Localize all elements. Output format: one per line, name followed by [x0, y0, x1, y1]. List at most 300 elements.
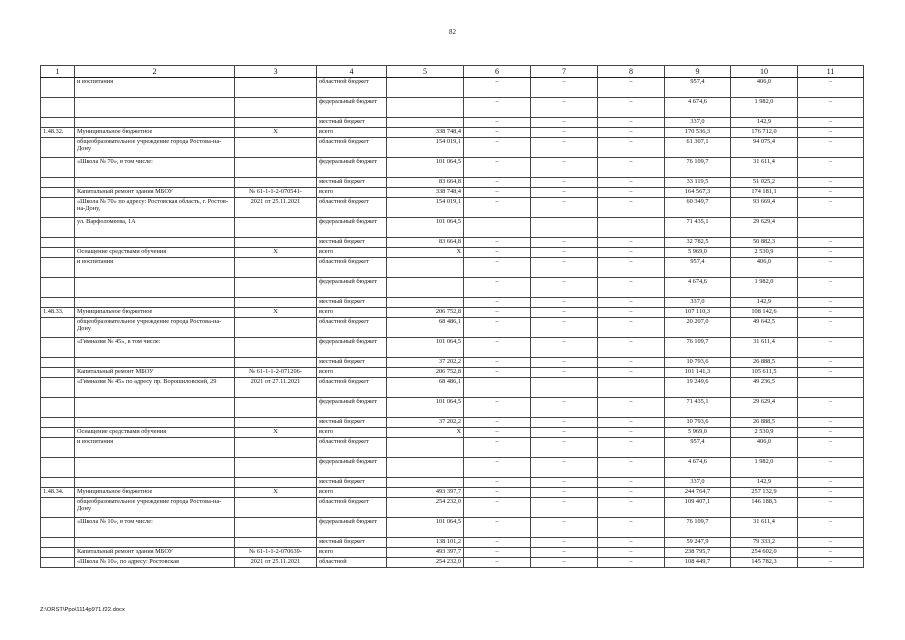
- table-cell: –: [464, 198, 531, 218]
- table-cell: –: [598, 548, 665, 558]
- table-cell: [235, 458, 317, 478]
- table-cell: всего: [317, 368, 387, 378]
- column-header: 4: [317, 66, 387, 78]
- table-cell: –: [598, 188, 665, 198]
- table-cell: [387, 458, 464, 478]
- table-cell: [41, 378, 75, 398]
- table-cell: –: [598, 238, 665, 248]
- table-cell: 5 969,0: [665, 428, 731, 438]
- table-cell: [598, 218, 665, 238]
- table-cell: всего: [317, 428, 387, 438]
- table-row: [41, 488, 864, 498]
- table-cell: –: [531, 298, 598, 308]
- table-cell: –: [798, 308, 864, 318]
- table-row: [41, 318, 864, 338]
- table-cell: –: [531, 338, 598, 358]
- table-cell: –: [798, 548, 864, 558]
- table-row: [41, 118, 864, 128]
- table-cell: –: [464, 548, 531, 558]
- table-cell: –: [531, 558, 598, 568]
- table-cell: 142,9: [731, 298, 798, 308]
- table-cell: 79 333,2: [731, 538, 798, 548]
- table-cell: Х: [387, 428, 464, 438]
- table-row: [41, 248, 864, 258]
- table-cell: общеобразовательное учреждение города Ростова-на-Дону: [75, 318, 235, 338]
- table-cell: 51 025,2: [731, 178, 798, 188]
- table-cell: областной бюджет: [317, 318, 387, 338]
- table-cell: –: [598, 118, 665, 128]
- table-cell: 2021 от 25.11.2021: [235, 198, 317, 218]
- table-cell: [464, 218, 531, 238]
- table-cell: 2 530,9: [731, 428, 798, 438]
- table-row: [41, 418, 864, 428]
- table-cell: [41, 338, 75, 358]
- table-cell: [75, 298, 235, 308]
- table-cell: местный бюджет: [317, 238, 387, 248]
- table-cell: –: [531, 478, 598, 488]
- table-cell: [41, 438, 75, 458]
- table-cell: –: [598, 98, 665, 118]
- table-cell: –: [464, 478, 531, 488]
- table-cell: –: [464, 358, 531, 368]
- table-cell: –: [464, 318, 531, 338]
- table-cell: федеральный бюджет: [317, 158, 387, 178]
- table-cell: –: [598, 128, 665, 138]
- table-row: [41, 398, 864, 418]
- table-cell: –: [531, 238, 598, 248]
- table-cell: областной бюджет: [317, 78, 387, 98]
- table-cell: –: [531, 248, 598, 258]
- table-cell: 174 181,1: [731, 188, 798, 198]
- table-cell: –: [464, 278, 531, 298]
- table-cell: 68 486,1: [387, 318, 464, 338]
- table-cell: 406,0: [731, 78, 798, 98]
- table-cell: областной бюджет: [317, 198, 387, 218]
- table-cell: и воспитания: [75, 78, 235, 98]
- table-cell: –: [598, 158, 665, 178]
- table-cell: 957,4: [665, 78, 731, 98]
- table-cell: –: [598, 538, 665, 548]
- table-cell: [41, 78, 75, 98]
- table-cell: –: [798, 298, 864, 308]
- table-cell: всего: [317, 548, 387, 558]
- table-cell: 2021 от 25.11.2021: [235, 558, 317, 568]
- table-cell: 19 249,6: [665, 378, 731, 398]
- table-cell: [75, 118, 235, 128]
- table-cell: [41, 558, 75, 568]
- table-row: [41, 558, 864, 568]
- table-cell: [235, 518, 317, 538]
- table-cell: –: [598, 258, 665, 278]
- table-cell: [235, 218, 317, 238]
- table-cell: –: [464, 178, 531, 188]
- table-cell: [41, 318, 75, 338]
- table-cell: [41, 188, 75, 198]
- table-cell: [798, 378, 864, 398]
- table-cell: 20 207,0: [665, 318, 731, 338]
- table-cell: –: [531, 458, 598, 478]
- table-cell: 244 764,7: [665, 488, 731, 498]
- table-cell: –: [598, 428, 665, 438]
- table-cell: –: [531, 488, 598, 498]
- table-cell: –: [531, 158, 598, 178]
- table-cell: 10 793,6: [665, 358, 731, 368]
- table-cell: –: [531, 368, 598, 378]
- table-cell: [41, 258, 75, 278]
- table-cell: –: [798, 368, 864, 378]
- table-cell: 101 064,5: [387, 518, 464, 538]
- table-cell: 238 795,7: [665, 548, 731, 558]
- table-cell: [41, 368, 75, 378]
- table-cell: –: [531, 198, 598, 218]
- table-cell: 957,4: [665, 438, 731, 458]
- table-cell: 59 247,9: [665, 538, 731, 548]
- table-cell: –: [464, 298, 531, 308]
- table-cell: всего: [317, 308, 387, 318]
- table-cell: 142,9: [731, 118, 798, 128]
- table-cell: –: [464, 78, 531, 98]
- table-cell: –: [598, 338, 665, 358]
- table-cell: –: [798, 338, 864, 358]
- table-cell: общеобразовательное учреждение города Ростова-на-Дону: [75, 498, 235, 518]
- table-cell: [75, 238, 235, 248]
- table-cell: [41, 498, 75, 518]
- table-cell: –: [598, 368, 665, 378]
- table-cell: Капитальный ремонт МБОУ: [75, 368, 235, 378]
- table-cell: местный бюджет: [317, 118, 387, 128]
- table-cell: [598, 378, 665, 398]
- table-cell: –: [798, 398, 864, 418]
- table-cell: Оснащение средствами обучения: [75, 248, 235, 258]
- table-cell: [235, 438, 317, 458]
- table-cell: 154 019,1: [387, 198, 464, 218]
- table-cell: 29 629,4: [731, 398, 798, 418]
- table-cell: 338 748,4: [387, 128, 464, 138]
- table-cell: [235, 178, 317, 188]
- table-cell: 71 435,1: [665, 218, 731, 238]
- table-cell: [235, 498, 317, 518]
- table-cell: № 61-1-1-2-070639-: [235, 548, 317, 558]
- table-row: [41, 458, 864, 478]
- table-cell: [387, 438, 464, 458]
- table-cell: 83 664,8: [387, 178, 464, 188]
- table-cell: местный бюджет: [317, 418, 387, 428]
- table-cell: федеральный бюджет: [317, 518, 387, 538]
- table-cell: федеральный бюджет: [317, 278, 387, 298]
- table-cell: [387, 278, 464, 298]
- table-cell: [75, 458, 235, 478]
- table-cell: федеральный бюджет: [317, 218, 387, 238]
- table-cell: –: [464, 428, 531, 438]
- table-body: [41, 78, 864, 568]
- table-cell: –: [464, 238, 531, 248]
- table-cell: –: [798, 138, 864, 158]
- table-cell: 4 674,6: [665, 278, 731, 298]
- table-cell: федеральный бюджет: [317, 458, 387, 478]
- table-cell: –: [531, 278, 598, 298]
- column-header: 10: [731, 66, 798, 78]
- table-cell: всего: [317, 188, 387, 198]
- table-cell: –: [464, 368, 531, 378]
- table-cell: –: [598, 358, 665, 368]
- table-cell: –: [798, 198, 864, 218]
- table-cell: [235, 158, 317, 178]
- table-cell: [387, 78, 464, 98]
- table-cell: местный бюджет: [317, 358, 387, 368]
- column-header: 9: [665, 66, 731, 78]
- table-cell: Х: [235, 128, 317, 138]
- table-row: [41, 518, 864, 538]
- table-cell: [41, 98, 75, 118]
- table-cell: –: [531, 318, 598, 338]
- table-cell: ул. Варфоломеева, 1А: [75, 218, 235, 238]
- table-row: [41, 538, 864, 548]
- table-cell: –: [598, 418, 665, 428]
- column-header: 1: [41, 66, 75, 78]
- table-cell: 1.48.33.: [41, 308, 75, 318]
- table-cell: –: [598, 488, 665, 498]
- table-row: [41, 138, 864, 158]
- table-cell: [75, 98, 235, 118]
- table-cell: –: [598, 478, 665, 488]
- table-cell: –: [798, 318, 864, 338]
- table-row: [41, 258, 864, 278]
- table-cell: 101 064,5: [387, 158, 464, 178]
- column-header: 5: [387, 66, 464, 78]
- table-cell: 101 064,5: [387, 338, 464, 358]
- table-cell: [75, 418, 235, 428]
- table-cell: –: [464, 118, 531, 128]
- column-header: 6: [464, 66, 531, 78]
- table-cell: «Школа № 70» по адресу: Ростовская область, г. Ростов-на-Дону,: [75, 198, 235, 218]
- table-cell: [41, 458, 75, 478]
- table-cell: [235, 538, 317, 548]
- table-cell: –: [531, 398, 598, 418]
- table-cell: –: [798, 78, 864, 98]
- table-cell: –: [798, 128, 864, 138]
- table-cell: [235, 418, 317, 428]
- table-cell: 71 435,1: [665, 398, 731, 418]
- table-row: [41, 188, 864, 198]
- table-cell: 4 674,6: [665, 98, 731, 118]
- table-cell: –: [464, 138, 531, 158]
- table-cell: 337,0: [665, 118, 731, 128]
- table-row: [41, 548, 864, 558]
- table-cell: –: [531, 138, 598, 158]
- table-cell: 108 449,7: [665, 558, 731, 568]
- table-cell: [41, 298, 75, 308]
- table-cell: –: [464, 188, 531, 198]
- table-cell: 31 611,4: [731, 158, 798, 178]
- table-cell: [235, 278, 317, 298]
- table-cell: [235, 478, 317, 488]
- table-cell: областной бюджет: [317, 498, 387, 518]
- table-cell: 105 611,5: [731, 368, 798, 378]
- table-cell: [75, 398, 235, 418]
- table-row: [41, 78, 864, 98]
- table-cell: –: [798, 558, 864, 568]
- table-cell: 26 888,5: [731, 358, 798, 368]
- budget-table: [40, 65, 864, 568]
- table-header-row: [41, 66, 864, 78]
- table-cell: [41, 548, 75, 558]
- table-cell: 142,9: [731, 478, 798, 488]
- table-cell: –: [798, 98, 864, 118]
- table-cell: 337,0: [665, 298, 731, 308]
- table-cell: областной: [317, 558, 387, 568]
- table-cell: –: [798, 178, 864, 188]
- table-cell: –: [598, 318, 665, 338]
- table-cell: [387, 478, 464, 488]
- table-cell: [235, 118, 317, 128]
- table-cell: местный бюджет: [317, 178, 387, 188]
- table-cell: –: [531, 258, 598, 278]
- table-cell: № 61-1-1-2-071206-: [235, 368, 317, 378]
- table-cell: –: [531, 308, 598, 318]
- table-row: [41, 298, 864, 308]
- table-cell: [41, 248, 75, 258]
- table-cell: –: [531, 178, 598, 188]
- table-cell: 254 232,0: [387, 558, 464, 568]
- table-cell: 49 236,5: [731, 378, 798, 398]
- table-cell: федеральный бюджет: [317, 98, 387, 118]
- table-cell: [41, 478, 75, 488]
- table-cell: 93 669,4: [731, 198, 798, 218]
- table-cell: [235, 338, 317, 358]
- table-cell: Х: [235, 428, 317, 438]
- table-cell: 145 782,3: [731, 558, 798, 568]
- table-cell: 1 982,0: [731, 278, 798, 298]
- table-cell: 107 110,3: [665, 308, 731, 318]
- table-cell: –: [464, 398, 531, 418]
- table-cell: 257 132,9: [731, 488, 798, 498]
- column-header: 2: [75, 66, 235, 78]
- table-cell: –: [531, 518, 598, 538]
- table-cell: 31 611,4: [731, 518, 798, 538]
- table-cell: 101 141,3: [665, 368, 731, 378]
- table-cell: 50 882,3: [731, 238, 798, 248]
- table-cell: [75, 538, 235, 548]
- footer-file-path: Z:\ORST\Ppo\1114p971.f22.docx: [40, 607, 125, 613]
- table-cell: 94 075,4: [731, 138, 798, 158]
- table-cell: 101 064,5: [387, 398, 464, 418]
- table-cell: 337,0: [665, 478, 731, 488]
- table-cell: [41, 428, 75, 438]
- table-cell: –: [798, 498, 864, 518]
- table-cell: –: [464, 258, 531, 278]
- table-cell: 32 782,5: [665, 238, 731, 248]
- table-cell: 109 407,1: [665, 498, 731, 518]
- table-cell: [41, 198, 75, 218]
- table-cell: 1 982,0: [731, 98, 798, 118]
- table-cell: 493 397,7: [387, 548, 464, 558]
- table-cell: 4 674,6: [665, 458, 731, 478]
- table-cell: –: [464, 158, 531, 178]
- table-row: [41, 498, 864, 518]
- table-cell: «Школа № 10», в том числе:: [75, 518, 235, 538]
- table-cell: 170 536,3: [665, 128, 731, 138]
- table-cell: областной бюджет: [317, 138, 387, 158]
- table-row: [41, 98, 864, 118]
- table-cell: [531, 218, 598, 238]
- table-cell: [387, 118, 464, 128]
- table-cell: [235, 318, 317, 338]
- table-cell: 2021 от 27.11.2021: [235, 378, 317, 398]
- table-cell: [41, 218, 75, 238]
- table-cell: –: [531, 188, 598, 198]
- table-cell: –: [531, 548, 598, 558]
- table-cell: –: [798, 478, 864, 488]
- table-cell: 31 611,4: [731, 338, 798, 358]
- table-cell: и воспитания: [75, 438, 235, 458]
- table-cell: 76 109,7: [665, 338, 731, 358]
- table-cell: 206 752,8: [387, 368, 464, 378]
- table-cell: областной бюджет: [317, 438, 387, 458]
- table-cell: –: [464, 538, 531, 548]
- page-number: 82: [449, 28, 456, 36]
- table-cell: –: [531, 78, 598, 98]
- table-cell: 406,0: [731, 258, 798, 278]
- table-cell: [235, 258, 317, 278]
- table-cell: Х: [235, 488, 317, 498]
- table-cell: местный бюджет: [317, 298, 387, 308]
- table-cell: [41, 358, 75, 368]
- table-row: [41, 358, 864, 368]
- table-cell: Муниципальное бюджетное: [75, 308, 235, 318]
- table-cell: –: [531, 538, 598, 548]
- table-cell: всего: [317, 488, 387, 498]
- table-cell: [798, 218, 864, 238]
- table-cell: –: [598, 278, 665, 298]
- table-cell: [75, 278, 235, 298]
- table-cell: –: [598, 518, 665, 538]
- table-cell: –: [531, 498, 598, 518]
- table-cell: [464, 378, 531, 398]
- table-cell: [41, 158, 75, 178]
- table-cell: –: [798, 118, 864, 128]
- table-cell: [235, 298, 317, 308]
- table-cell: –: [798, 428, 864, 438]
- table-cell: 176 712,0: [731, 128, 798, 138]
- column-header: 8: [598, 66, 665, 78]
- table-row: [41, 308, 864, 318]
- table-cell: Оснащение средствами обучения: [75, 428, 235, 438]
- table-cell: [41, 238, 75, 248]
- table-cell: –: [598, 398, 665, 418]
- table-cell: Муниципальное бюджетное: [75, 488, 235, 498]
- table-cell: –: [531, 438, 598, 458]
- table-cell: местный бюджет: [317, 478, 387, 488]
- table-cell: 164 567,3: [665, 188, 731, 198]
- table-cell: –: [598, 458, 665, 478]
- table-cell: Х: [235, 308, 317, 318]
- table-cell: «Школа № 70», в том числе:: [75, 158, 235, 178]
- table-row: [41, 128, 864, 138]
- table-row: [41, 438, 864, 458]
- table-cell: 33 119,5: [665, 178, 731, 188]
- table-cell: –: [464, 558, 531, 568]
- table-cell: 1 982,0: [731, 458, 798, 478]
- table-cell: –: [598, 558, 665, 568]
- table-cell: [235, 138, 317, 158]
- table-cell: –: [464, 98, 531, 118]
- table-cell: –: [798, 538, 864, 548]
- table-cell: –: [598, 248, 665, 258]
- table-cell: Х: [235, 248, 317, 258]
- table-cell: [41, 418, 75, 428]
- table-cell: –: [464, 128, 531, 138]
- table-cell: 49 642,5: [731, 318, 798, 338]
